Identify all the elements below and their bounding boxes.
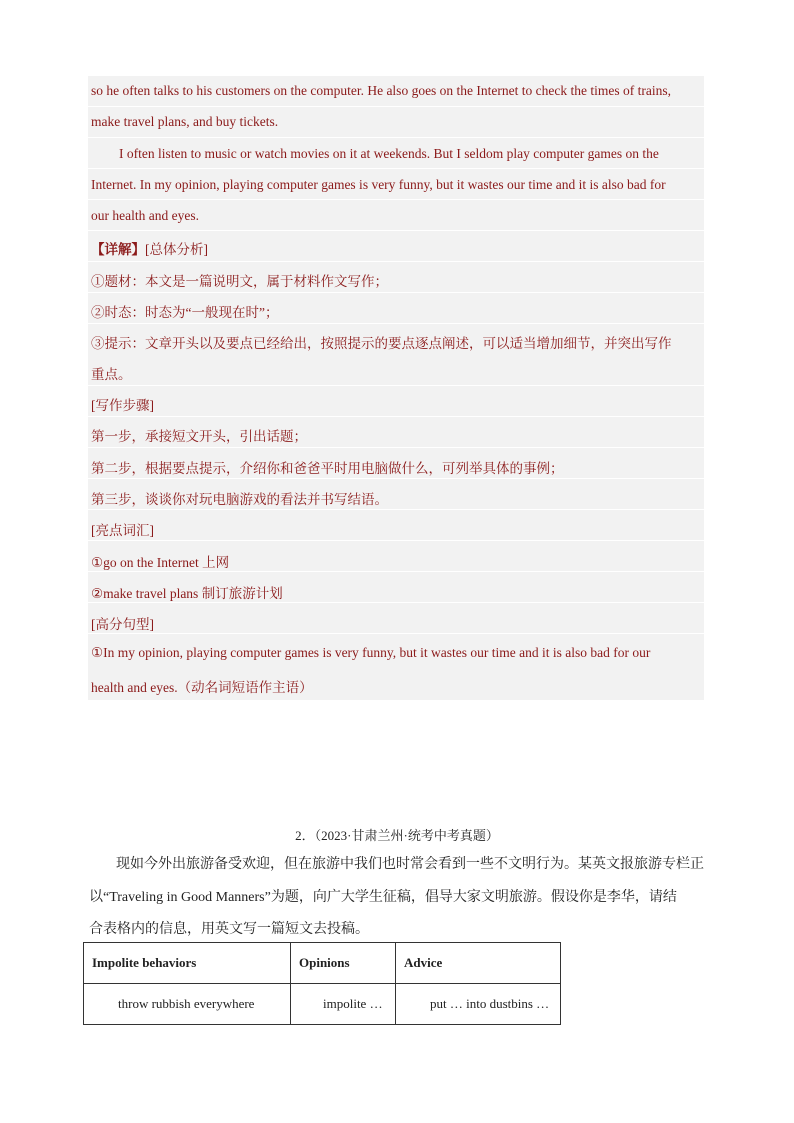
- question-title: 2．（2023·甘肃兰州·统考中考真题）: [295, 828, 499, 843]
- table-header-cell: Advice: [396, 943, 561, 984]
- analysis-heading-sub: [总体分析]: [145, 242, 208, 257]
- vocab-heading: [亮点词汇]: [91, 523, 154, 538]
- table-cell: put … into dustbins …: [396, 984, 561, 1025]
- step-item: 第三步，谈谈你对玩电脑游戏的看法并书写结语。: [91, 492, 388, 507]
- divider: [88, 478, 704, 479]
- sentence-line: ①In my opinion, playing computer games is very funny, but it wastes our time and it is also bad for our: [91, 645, 651, 660]
- sentence-line: health and eyes.（动名词短语作主语）: [91, 680, 313, 695]
- question-line: 以“Traveling in Good Manners”为题，向广大学生征稿，倡导大家文明旅游。假设你是李华，请结: [89, 890, 677, 905]
- answer-line: Internet. In my opinion, playing computer games is very funny, but it wastes our time and it is also bad for: [91, 177, 666, 192]
- divider: [88, 509, 704, 510]
- divider: [88, 199, 704, 200]
- answer-shaded-block: [88, 76, 704, 700]
- step-item: 第一步，承接短文开头，引出话题；: [91, 429, 307, 444]
- divider: [88, 292, 704, 293]
- divider: [88, 633, 704, 634]
- divider: [88, 385, 704, 386]
- answer-line: our health and eyes.: [91, 208, 199, 223]
- vocab-item: ②make travel plans 制订旅游计划: [91, 586, 283, 601]
- analysis-item: 重点。: [91, 367, 132, 382]
- table-cell: impolite …: [291, 984, 396, 1025]
- divider: [88, 261, 704, 262]
- divider: [88, 447, 704, 448]
- answer-line: I often listen to music or watch movies on it at weekends. But I seldom play computer games on the: [119, 146, 659, 161]
- divider: [88, 106, 704, 107]
- divider: [88, 416, 704, 417]
- table-header-cell: Opinions: [291, 943, 396, 984]
- table-row: [84, 984, 561, 1025]
- divider: [88, 540, 704, 541]
- analysis-item: ②时态：时态为“一般现在时”；: [91, 305, 279, 320]
- question-line: 合表格内的信息，用英文写一篇短文去投稿。: [89, 922, 369, 937]
- question-line: 现如今外出旅游备受欢迎，但在旅游中我们也时常会看到一些不文明行为。某英文报旅游专栏正: [116, 857, 704, 872]
- analysis-heading: [91, 238, 208, 258]
- table-header-row: [84, 943, 561, 984]
- divider: [88, 137, 704, 138]
- analysis-item: ③提示：文章开头以及要点已经给出，按照提示的要点逐点阐述，可以适当增加细节，并突出写作: [91, 336, 672, 351]
- step-item: 第二步，根据要点提示，介绍你和爸爸平时用电脑做什么，可列举具体的事例；: [91, 461, 564, 476]
- answer-line: so he often talks to his customers on the computer. He also goes on the Internet to check the times of trains,: [91, 83, 671, 98]
- divider: [88, 230, 704, 231]
- divider: [88, 323, 704, 324]
- behavior-table: [83, 942, 561, 1025]
- answer-line: make travel plans, and buy tickets.: [91, 114, 279, 129]
- sentence-heading: [高分句型]: [91, 617, 154, 632]
- analysis-heading-label: 【详解】: [91, 242, 145, 257]
- divider: [88, 571, 704, 572]
- divider: [88, 168, 704, 169]
- divider: [88, 602, 704, 603]
- analysis-item: ①题材：本文是一篇说明文，属于材料作文写作；: [91, 274, 388, 289]
- table-header-cell: Impolite behaviors: [84, 943, 291, 984]
- vocab-item: ①go on the Internet 上网: [91, 555, 230, 570]
- steps-heading: [写作步骤]: [91, 398, 154, 413]
- table-cell: throw rubbish everywhere: [84, 984, 291, 1025]
